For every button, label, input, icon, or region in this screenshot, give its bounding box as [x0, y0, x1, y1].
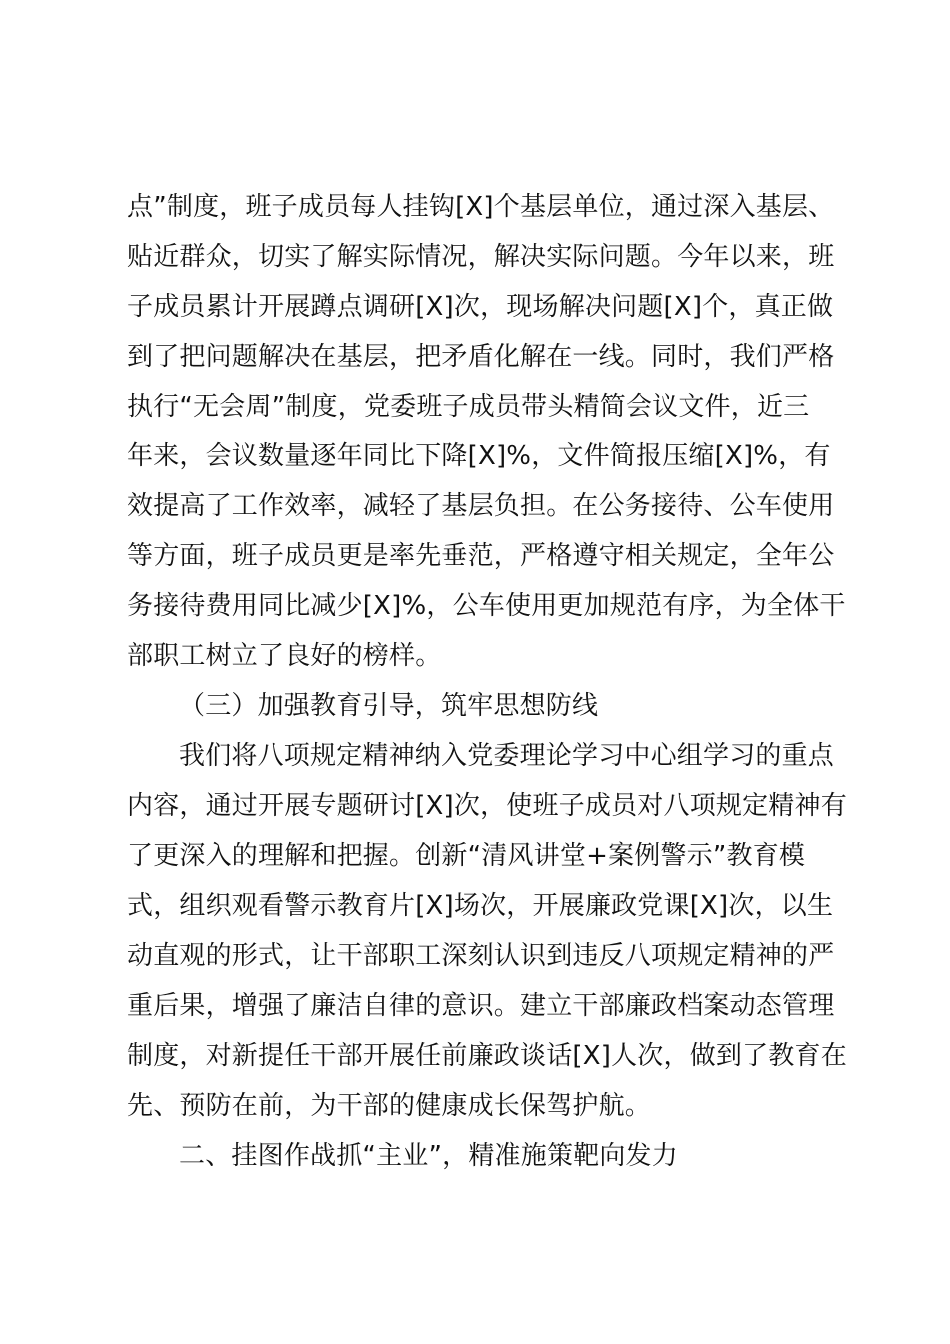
- paragraph-line: 部职工树立了良好的榜样。: [127, 641, 442, 671]
- paragraph-line: 式，组织观看警示教育片[X]场次，开展廉政党课[X]次，以生: [127, 891, 834, 921]
- paragraph-line: 动直观的形式，让干部职工深刻认识到违反八项规定精神的严: [127, 941, 835, 971]
- paragraph-line: 制度，对新提任干部开展任前廉政谈话[X]人次，做到了教育在: [127, 1041, 847, 1071]
- paragraph-line: 我们将八项规定精神纳入党委理论学习中心组学习的重点: [179, 741, 835, 771]
- paragraph-line: 效提高了工作效率，减轻了基层负担。在公务接待、公车使用: [127, 491, 835, 521]
- paragraph-line: 先、预防在前，为干部的健康成长保驾护航。: [127, 1091, 652, 1121]
- paragraph-line: 贴近群众，切实了解实际情况，解决实际问题。今年以来，班: [127, 242, 835, 272]
- paragraph-line: 等方面，班子成员更是率先垂范，严格遵守相关规定，全年公: [127, 541, 835, 571]
- paragraph-line: 内容，通过开展专题研讨[X]次，使班子成员对八项规定精神有: [127, 791, 847, 821]
- paragraph-line: 年来，会议数量逐年同比下降[X]%，文件简报压缩[X]%，有: [127, 441, 831, 471]
- paragraph-line: 务接待费用同比减少[X]%，公车使用更加规范有序，为全体干: [127, 591, 846, 621]
- paragraph-line: 重后果，增强了廉洁自律的意识。建立干部廉政档案动态管理: [127, 991, 835, 1021]
- paragraph-line: 子成员累计开展蹲点调研[X]次，现场解决问题[X]个，真正做: [127, 292, 834, 322]
- paragraph-line: 了更深入的理解和把握。创新“清风讲堂+案例警示”教育模: [127, 841, 806, 871]
- paragraph-line: 点”制度，班子成员每人挂钩[X]个基层单位，通过深入基层、: [127, 192, 835, 222]
- section-heading: 二、挂图作战抓“主业”，精准施策靶向发力: [179, 1141, 678, 1171]
- paragraph-line: 执行“无会周”制度，党委班子成员带头精简会议文件，近三: [127, 392, 810, 422]
- paragraph-line: 到了把问题解决在基层，把矛盾化解在一线。同时，我们严格: [127, 342, 835, 372]
- section-heading: （三）加强教育引导，筑牢思想防线: [179, 691, 599, 721]
